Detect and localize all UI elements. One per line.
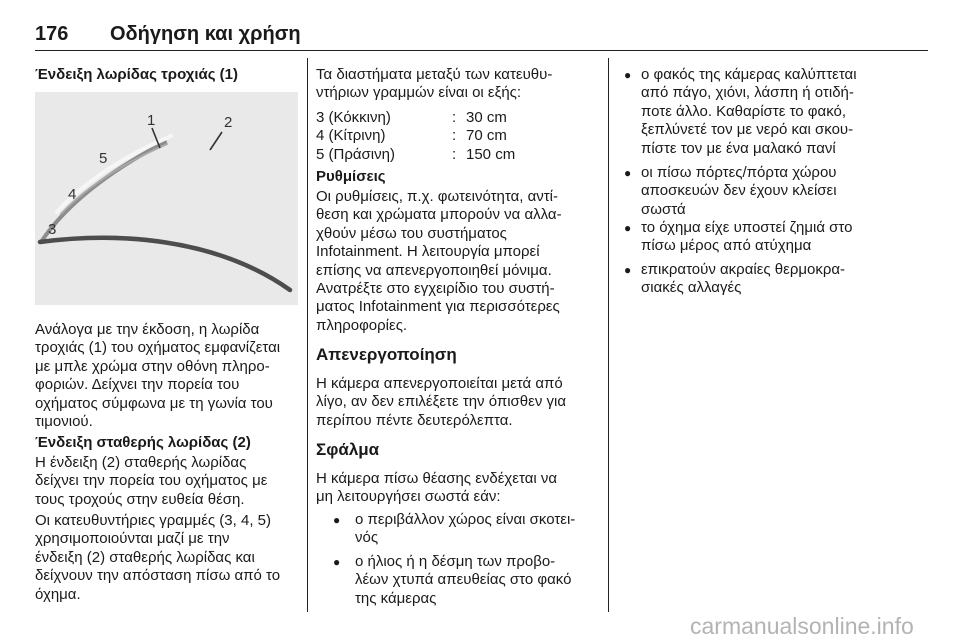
text-line: Τα διαστήματα μεταξύ των κατευθυ- [316,66,553,83]
diagram-label-2: 2 [224,114,233,131]
text-line: Η κάμερα απενεργοποιείται μετά από [316,375,563,392]
text-line: νός [355,529,379,547]
bullet-icon: ● [624,263,632,277]
fault-bullet-item [620,219,852,256]
text-line: μη λειτουργήσει σωστά εάν: [316,488,501,506]
text-line: ντήριων γραμμών είναι οι εξής: [316,84,522,102]
text-line: ο φακός της κάμερας καλύπτεται [641,66,857,83]
text-line: τιμονιού. [35,413,93,431]
header-rule [35,50,928,51]
text-line: δείχνουν την απόσταση πίσω από το [35,567,281,585]
text-line: λίγο, αν δεν επιλέξετε την όπισθεν για [316,393,566,411]
text-line: επικρατούν ακραίες θερμοκρα- [641,261,846,278]
text-line: όχημα. [35,585,81,603]
text-line: πίστε τον με ένα μαλακό πανί [641,139,836,157]
distance-table [316,109,515,164]
bullet-icon: ● [333,555,341,569]
diagram-label-1: 1 [147,112,156,129]
column-divider-1 [307,58,308,612]
text-line: θεση και χρώματα μπορούν να αλλα- [316,206,562,224]
text-line: αποσκευών δεν έχουν κλείσει [641,182,837,200]
text-line: επίσης να απενεργοποιηθεί μόνιμα. [316,261,552,279]
text-line: οχήματος σύμφωνα με τη γωνία του [35,394,273,412]
text-line: χθούν μέσω του συστήματος [316,224,507,242]
paragraph-trajectory-lane [35,321,280,431]
heading-deactivation: Απενεργοποίηση [316,345,457,364]
distance-line-name: 5 (Πράσινη) [316,145,395,163]
text-line: Η ένδειξη (2) σταθερής λωρίδας [35,454,247,471]
text-line: φοριών. Δείχνει την πορεία του [35,376,240,394]
bullet-icon: ● [624,221,632,235]
paragraph-intervals-intro [316,66,552,103]
paragraph-deactivation [316,375,566,430]
distance-value: 70 cm [466,127,507,145]
distance-value: 30 cm [466,109,507,126]
text-line: με μπλε χρώμα στην οθόνη πληρο- [35,357,270,375]
text-line: χρησιμοποιούνται μαζί με την [35,530,230,548]
text-line: πίσω μέρος από ατύχημα [641,237,812,255]
diagram-label-4: 4 [68,186,77,203]
bullet-icon: ● [624,68,632,82]
text-line: περίπου πέντε δευτερόλεπτα. [316,411,513,429]
text-line: από πάγο, χιόνι, λάσπη ή οτιδή- [641,84,854,102]
text-line: οι πίσω πόρτες/πόρτα χώρου [641,164,837,181]
text-line: σιακές αλλαγές [641,279,742,297]
distance-separator: : [452,109,457,126]
fault-bullet-item [620,164,837,219]
text-line: τους τροχούς στην ευθεία θέση. [35,490,245,508]
distance-line-name: 4 (Κίτρινη) [316,127,386,145]
diagram-label-3: 3 [48,221,57,238]
distance-row [316,146,515,164]
text-line: Infotainment. Η λειτουργία μπορεί [316,243,540,261]
heading-settings: Ρυθμίσεις [316,168,386,185]
heading-trajectory-lane: Ένδειξη λωρίδας τροχιάς (1) [35,66,239,83]
text-line: το όχημα είχε υποστεί ζημιά στο [641,219,853,236]
paragraph-settings [316,188,562,335]
parking-guideline-diagram [35,92,298,305]
paragraph-static-lane [35,454,267,509]
fault-bullet-item [620,66,857,158]
bullet-icon: ● [624,166,632,180]
site-watermark: carmanualsonline.info [690,613,914,639]
text-line: Οι ρυθμίσεις, π.χ. φωτεινότητα, αντί- [316,188,558,205]
distance-separator: : [452,127,457,145]
chapter-title: Οδήγηση και χρήση [110,23,301,45]
heading-fault: Σφάλμα [316,440,380,459]
distance-line-name: 3 (Κόκκινη) [316,109,391,126]
column-divider-2 [608,58,609,612]
text-line: ματος Infotainment για περισσότερες [316,298,560,316]
page-number: 176 [35,23,69,45]
text-line: της κάμερας [355,589,437,607]
text-line: πληροφορίες. [316,316,408,334]
fault-bullet-item [316,511,575,548]
distance-separator: : [452,145,457,163]
text-line: Η κάμερα πίσω θέασης ενδέχεται να [316,470,558,487]
text-line: Ανατρέξτε στο εγχειρίδιο του συστή- [316,280,555,298]
text-line: Οι κατευθυντήριες γραμμές (3, 4, 5) [35,512,271,529]
distance-value: 150 cm [466,145,516,163]
text-line: ο περιβάλλον χώρος είναι σκοτει- [355,511,576,528]
text-line: ένδειξη (2) σταθερής λωρίδας και [35,548,255,566]
text-line: λέων χτυπά απευθείας στο φακό [355,571,572,589]
text-line: ξεπλύνετέ τον με νερό και σκου- [641,121,854,139]
distance-row [316,109,515,127]
heading-static-lane: Ένδειξη σταθερής λωρίδας (2) [35,434,251,451]
text-line: δείχνει την πορεία του οχήματος με [35,472,268,490]
text-line: ποτε άλλο. Καθαρίστε το φακό, [641,102,847,120]
distance-row [316,127,515,145]
text-line: σωστά [641,200,686,218]
fault-bullet-item [316,553,571,608]
paragraph-guidelines [35,512,280,604]
fault-bullet-item [620,261,845,298]
text-line: ο ήλιος ή η δέσμη των προβο- [355,553,556,570]
paragraph-fault [316,470,557,507]
diagram-label-5: 5 [99,150,108,167]
text-line: τροχιάς (1) του οχήματος εμφανίζεται [35,339,281,357]
bullet-icon: ● [333,513,341,527]
text-line: Ανάλογα με την έκδοση, η λωρίδα [35,321,260,338]
